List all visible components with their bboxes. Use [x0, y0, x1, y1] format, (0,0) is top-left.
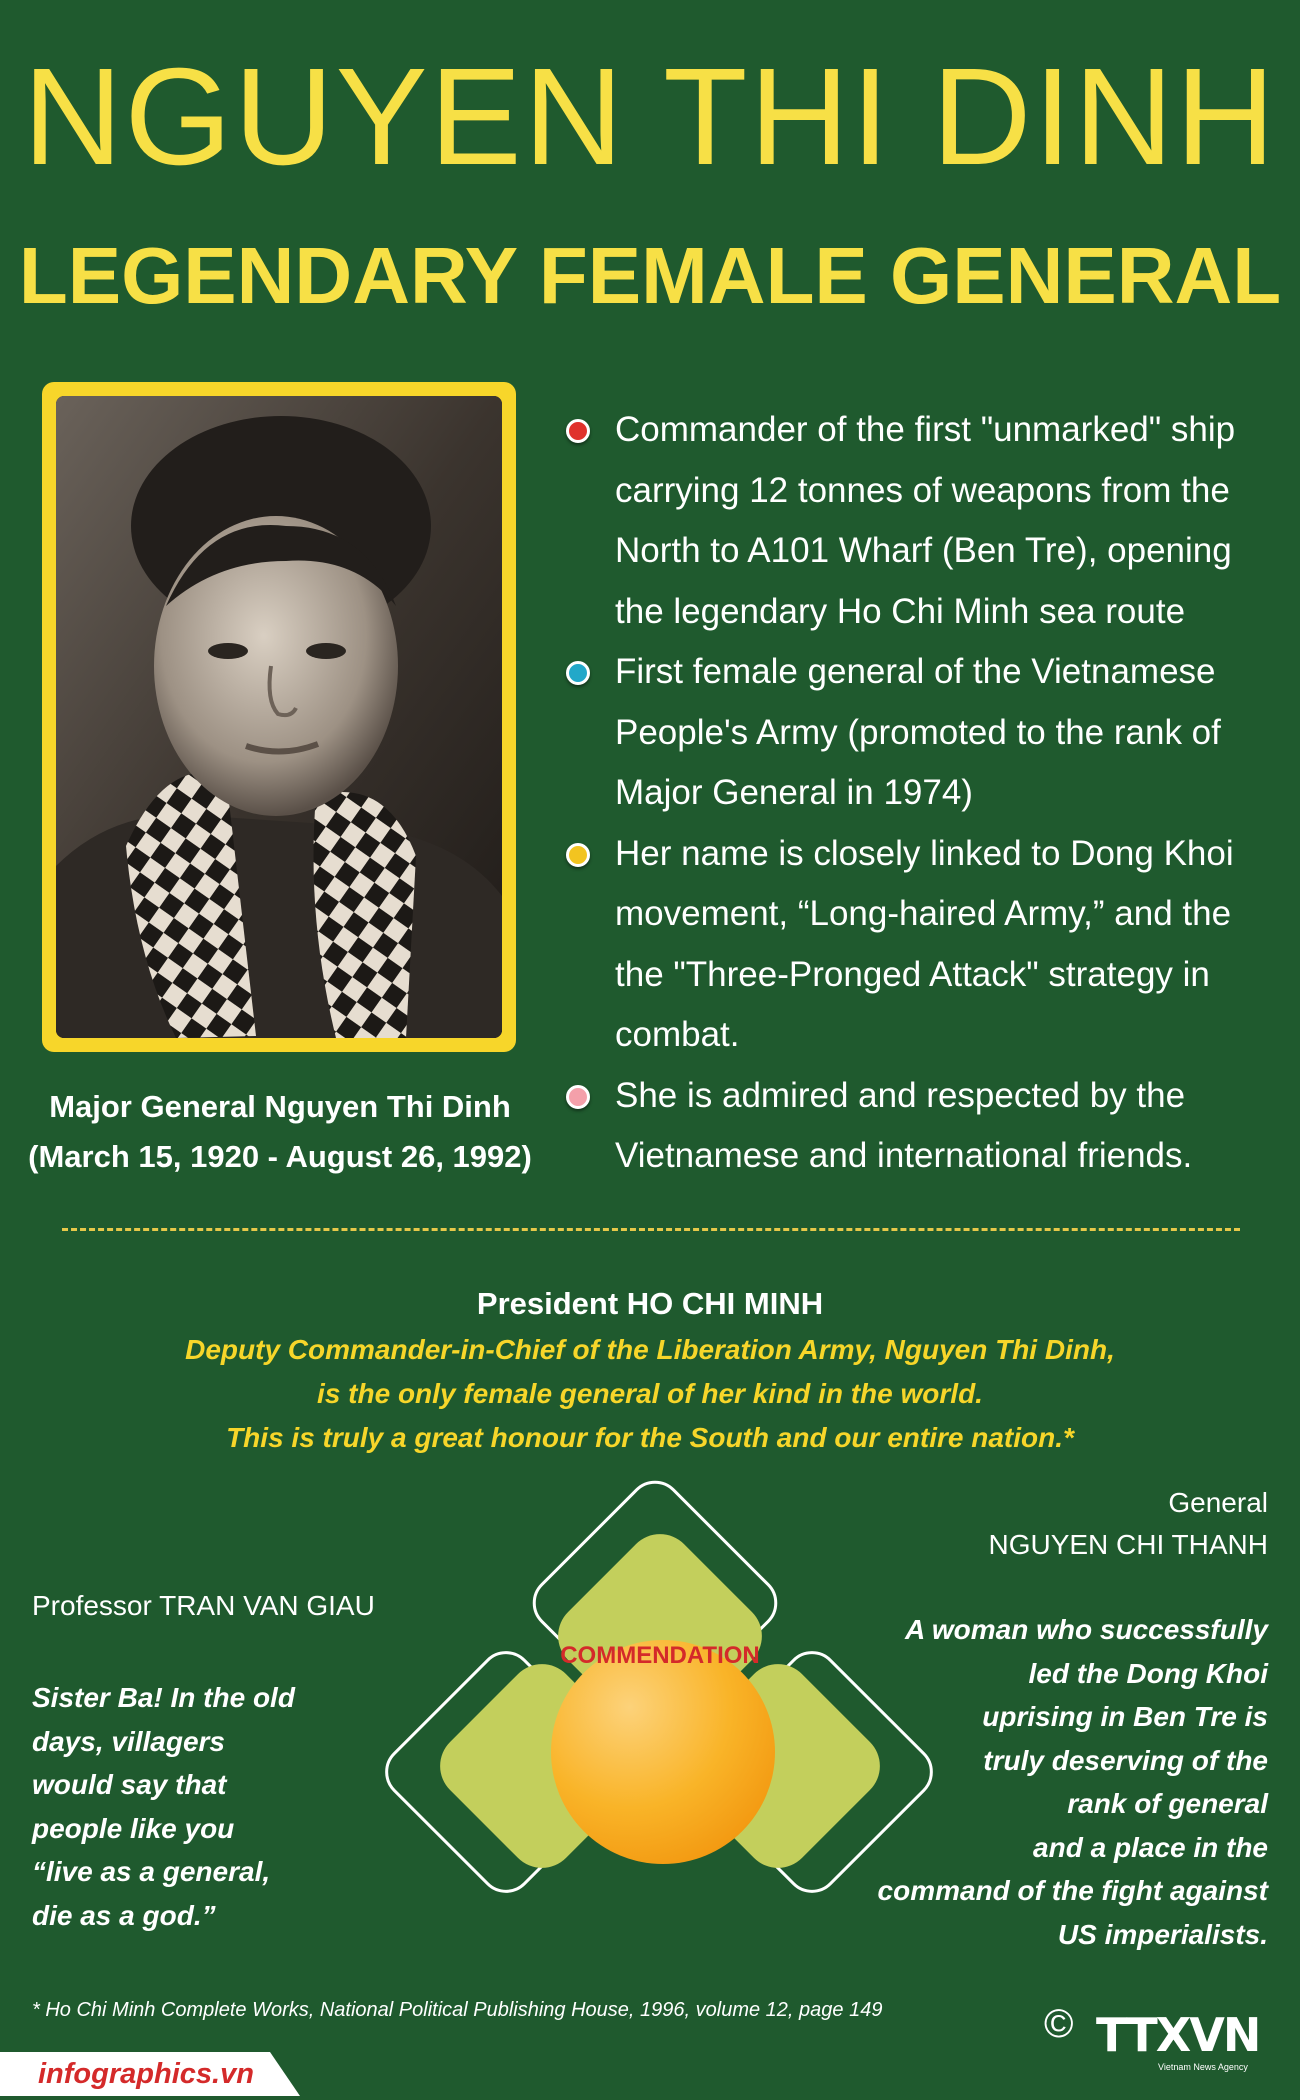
brand-link[interactable]: infographics.vn: [38, 2058, 254, 2090]
quote-line: people like you: [32, 1812, 235, 1844]
quote-line: uprising in Ben Tre is: [982, 1701, 1268, 1732]
quote-line: would say that: [32, 1769, 227, 1800]
quote-line: Deputy Commander-in-Chief of the Liberation Army, Nguyen Thi Dinh,: [185, 1334, 1115, 1365]
bullet-icon: [566, 661, 590, 685]
page-subtitle: LEGENDARY FEMALE GENERAL: [18, 231, 1282, 320]
quote-line: and a place in the: [1033, 1831, 1268, 1863]
fact-text: Commander of the first "unmarked" ship carrying 12 tonnes of weapons from the North to A101 Wharf (Ben Tre), opening the legendary Ho Chi Minh sea route: [615, 410, 1236, 631]
title-line: General: [1168, 1487, 1268, 1518]
fact-text: Her name is closely linked to Dong Khoi movement, “Long-haired Army,” and the the "Three-Pronged Attack" strategy in combat.: [615, 833, 1234, 1054]
caption-dates: (March 15, 1920 - August 26, 1992): [28, 1139, 532, 1174]
quote-line: truly deserving of the: [983, 1744, 1268, 1776]
quote-line: die as a god.”: [32, 1899, 216, 1931]
facts-list: [560, 400, 1280, 1187]
ho-chi-minh-quote: [0, 1328, 1300, 1460]
fact-text: She is admired and respected by the Vietnamese and international friends.: [615, 1075, 1193, 1175]
quote-line: days, villagers: [32, 1725, 226, 1757]
quote-line: rank of general: [1067, 1788, 1268, 1819]
quote-line: A woman who successfully: [904, 1614, 1268, 1645]
ttxvn-logo: TTXVN: [1096, 2008, 1260, 2062]
logo-tagline: Vietnam News Agency: [1158, 2062, 1248, 2072]
fact-item: [560, 1066, 1280, 1187]
footnote: * Ho Chi Minh Complete Works, National Political Publishing House, 1996, volume 12, page 149: [32, 1999, 883, 2021]
quote-line: US imperialists.: [1057, 1918, 1268, 1950]
portrait-photo: [56, 396, 502, 1038]
portrait-caption: [0, 1082, 560, 1182]
portrait-frame: [42, 382, 516, 1052]
quote-line: command of the fight against: [877, 1875, 1268, 1906]
fact-item: [560, 400, 1280, 642]
page-title: NGUYEN THI DINH: [22, 40, 1278, 194]
bullet-icon: [566, 1085, 590, 1109]
quote-line: led the Dong Khoi: [1028, 1657, 1268, 1689]
quote-line: Sister Ba! In the old: [32, 1682, 295, 1713]
tran-van-giau-title: Professor TRAN VAN GIAU: [32, 1590, 375, 1621]
fact-item: [560, 824, 1280, 1066]
section-divider: [62, 1228, 1240, 1231]
commendation-diagram: [380, 1476, 940, 1916]
ho-chi-minh-name: President HO CHI MINH: [476, 1286, 824, 1321]
tran-van-giau-quote: [32, 1676, 352, 1937]
bullet-icon: [566, 419, 590, 443]
fact-text: First female general of the Vietnamese People's Army (promoted to the rank of Major General in 1974): [615, 652, 1221, 812]
title-line: NGUYEN CHI THANH: [988, 1529, 1268, 1560]
caption-name: Major General Nguyen Thi Dinh: [49, 1089, 511, 1124]
quote-line: This is truly a great honour for the South and our entire nation.*: [226, 1422, 1074, 1453]
quote-line: is the only female general of her kind in the world.: [317, 1378, 983, 1409]
copyright-icon: ©: [1044, 2002, 1074, 2046]
bullet-icon: [566, 843, 590, 867]
commendation-label: COMMENDATION: [560, 1642, 760, 1669]
fact-item: [560, 642, 1280, 824]
quote-line: “live as a general,: [32, 1856, 271, 1887]
